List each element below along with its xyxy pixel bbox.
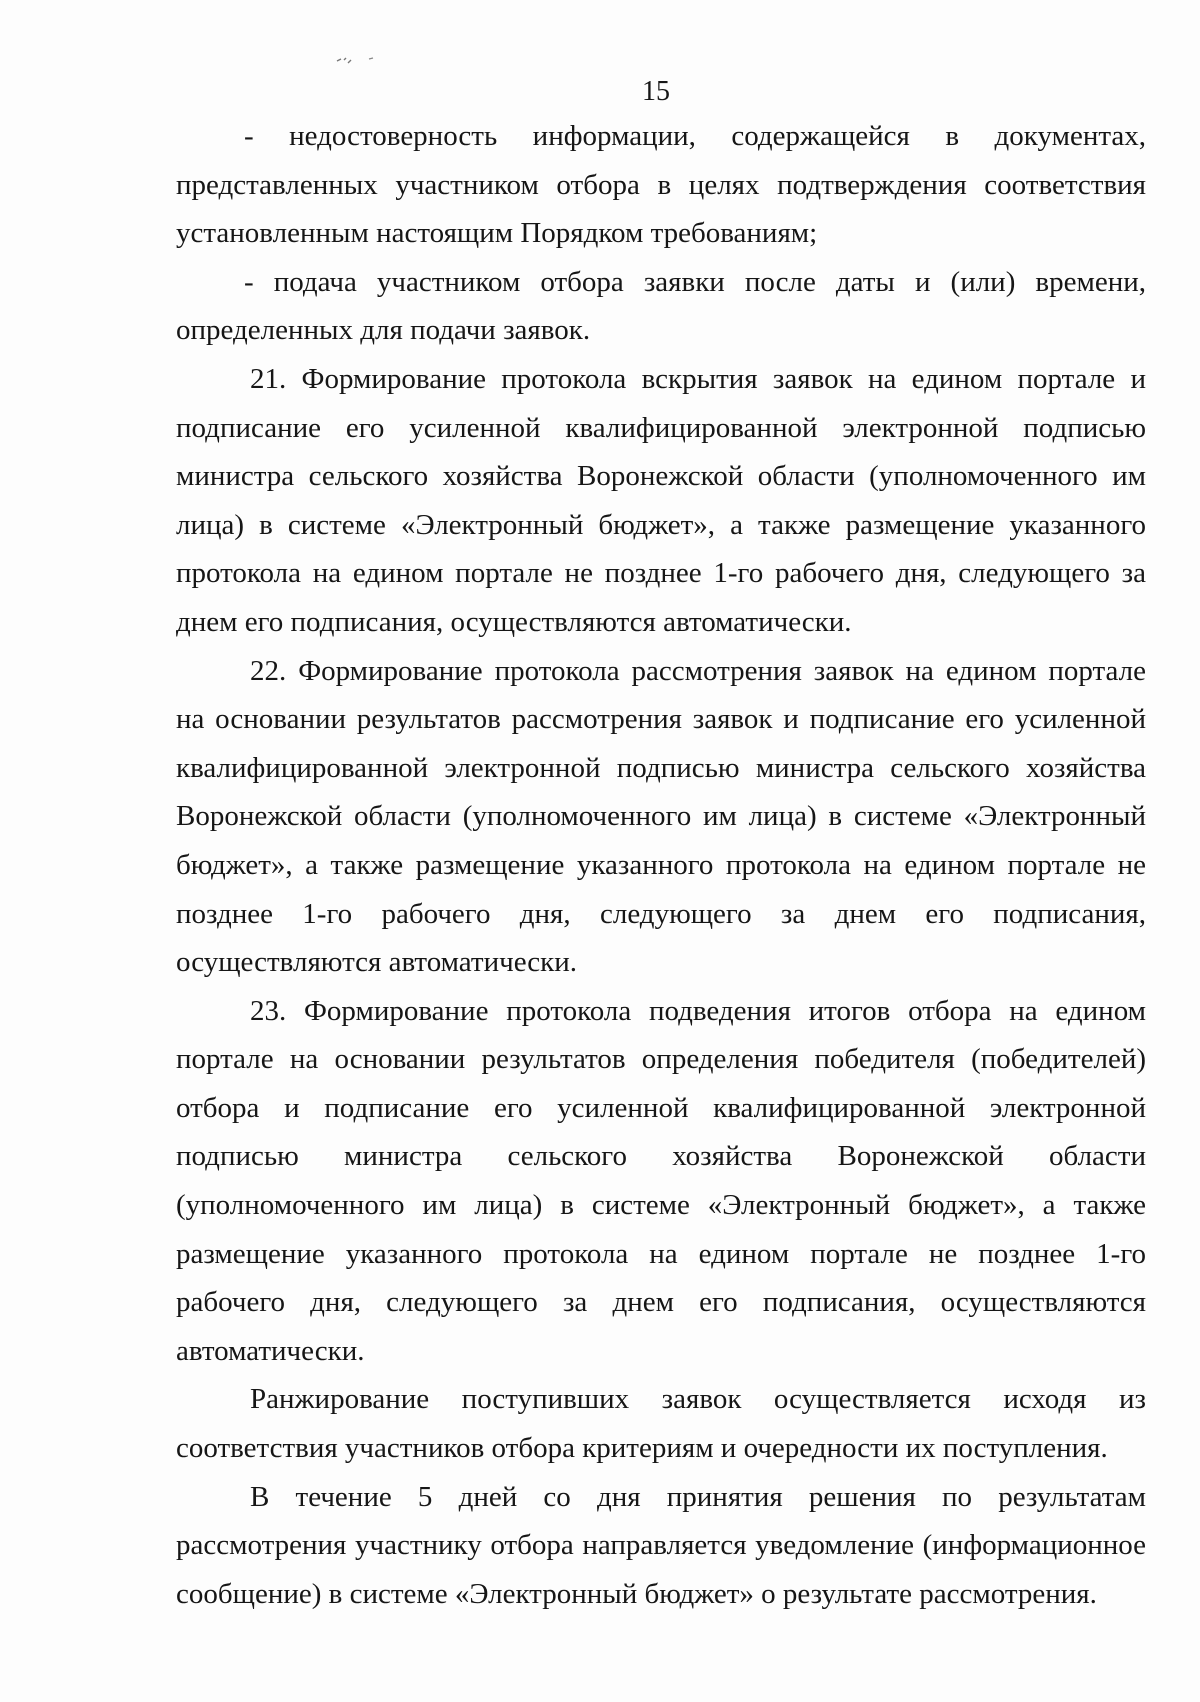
document-body: [176, 112, 1146, 1618]
list-item-late-submission: - подача участником отбора заявки после даты и (или) времени, определенных для подачи заявок.: [176, 265, 1146, 347]
paragraph-notification: В течение 5 дней со дня принятия решения по результатам рассмотрения участнику отбора направляется уведомление (информационное сообщение) в системе «Электронный бюджет» о результате рассмотрения.: [176, 1480, 1146, 1610]
paragraph-23-results-protocol: 23. Формирование протокола подведения итогов отбора на едином портале на основании результатов определения победителя (победителей) отбора и подписание его усиленной квалифицированной электронной подписью министра сельского хозяйства Воронежской области (уполномоченного им лица) в системе «Электронный бюджет», а также размещение указанного протокола на едином портале не позднее 1-го рабочего дня, следующего за днем его подписания, осуществляются автоматически.: [176, 994, 1146, 1367]
paragraph-21-opening-protocol: 21. Формирование протокола вскрытия заявок на едином портале и подписание его усиленной квалифицированной электронной подписью министра сельского хозяйства Воронежской области (уполномоченного им лица) в системе «Электронный бюджет», а также размещение указанного протокола на едином портале не позднее 1-го рабочего дня, следующего за днем его подписания, осуществляются автоматически.: [176, 362, 1146, 638]
paragraph-ranking: Ранжирование поступивших заявок осуществляется исходя из соответствия участников отбора критериям и очередности их поступления.: [176, 1383, 1146, 1465]
page-number: 15: [642, 76, 670, 107]
scan-artifact-marks: [335, 52, 395, 66]
paragraph-22-review-protocol: 22. Формирование протокола рассмотрения заявок на едином портале на основании результатов рассмотрения заявок и подписание его усиленной квалифицированной электронной подписью министра сельского хозяйства Воронежской области (уполномоченного им лица) в системе «Электронный бюджет», а также размещение указанного протокола на едином портале не позднее 1-го рабочего дня, следующего за днем его подписания, осуществляются автоматически.: [176, 654, 1146, 979]
list-item-unreliable-information: - недостоверность информации, содержащейся в документах, представленных участником отбора в целях подтверждения соответствия установленным настоящим Порядком требованиям;: [176, 120, 1146, 250]
